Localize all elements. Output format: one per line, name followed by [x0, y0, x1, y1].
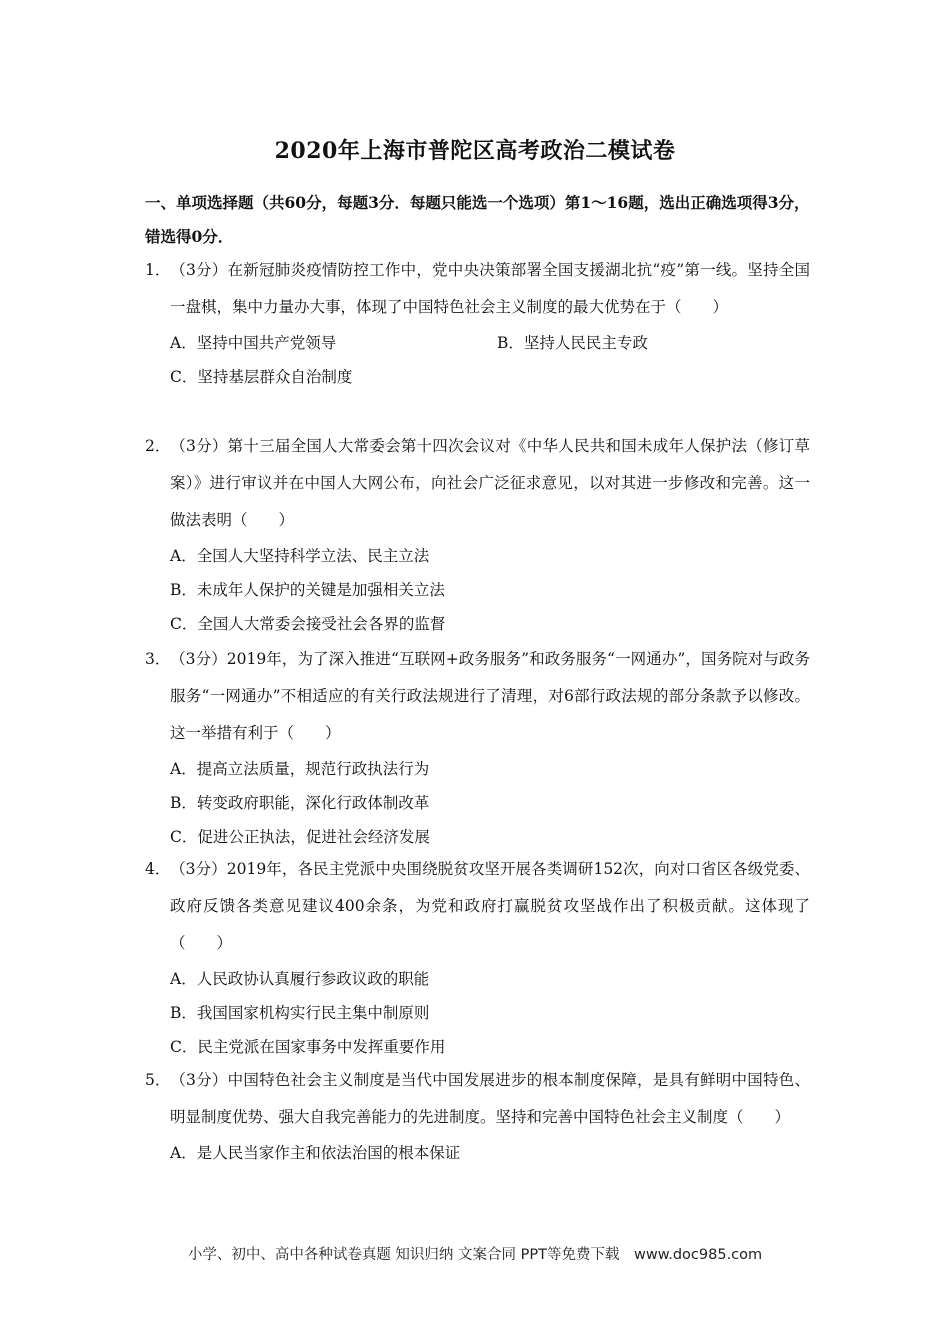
option-c: C．全国人大常委会接受社会各界的监督 — [170, 615, 446, 633]
question-number: 4． — [145, 860, 171, 878]
exam-title: 2020年上海市普陀区高考政治二模试卷 — [274, 138, 676, 164]
question-stem: （3分）在新冠肺炎疫情防控工作中，党中央决策部署全国支援湖北抗“疫”第一线。坚持全国一盘棋，集中力量办大事，体现了中国特色社会主义制度的最大优势在于（ ） — [170, 261, 810, 316]
option-b: B．未成年人保护的关键是加强相关立法 — [170, 581, 445, 599]
question-1 — [145, 252, 810, 394]
question-number: 2． — [145, 437, 171, 455]
question-stem: （3分）中国特色社会主义制度是当代中国发展进步的根本制度保障，是具有鲜明中国特色、明显制度优势、强大自我完善能力的先进制度。坚持和完善中国特色社会主义制度（ ） — [170, 1071, 810, 1126]
question-stem: （3分）2019年，为了深入推进“互联网+政务服务”和政务服务“一网通办”，国务院对与政务服务“一网通办”不相适应的有关行政法规进行了清理，对6部行政法规的部分条款予以修改。这一举措有利于（ ） — [170, 650, 810, 742]
option-c: C．民主党派在国家事务中发挥重要作用 — [170, 1038, 446, 1056]
question-stem: （3分）第十三届全国人大常委会第十四次会议对《中华人民共和国未成年人保护法（修订草案）》进行审议并在中国人大网公布，向社会广泛征求意见，以对其进一步修改和完善。这一做法表明（ ） — [170, 437, 810, 529]
question-4 — [145, 851, 810, 1064]
question-5 — [145, 1062, 810, 1170]
option-a: A．提高立法质量，规范行政执法行为 — [170, 760, 430, 778]
option-b: B．转变政府职能，深化行政体制改革 — [170, 794, 430, 812]
option-a: A．人民政协认真履行参政议政的职能 — [170, 970, 430, 988]
question-number: 3． — [145, 650, 171, 668]
question-3 — [145, 641, 810, 854]
option-b: B．坚持人民民主专政 — [497, 334, 648, 352]
option-c: C．促进公正执法，促进社会经济发展 — [170, 828, 430, 846]
question-number: 5． — [145, 1071, 171, 1089]
question-2 — [145, 428, 810, 641]
question-number: 1． — [145, 261, 171, 279]
page-footer: 小学、初中、高中各种试卷真题 知识归纳 文案合同 PPT等免费下载 www.doc985.com — [187, 1247, 763, 1263]
option-a: A．坚持中国共产党领导 — [170, 334, 337, 352]
option-b: B．我国国家机构实行民主集中制原则 — [170, 1004, 430, 1022]
question-stem: （3分）2019年，各民主党派中央围绕脱贫攻坚开展各类调研152次，向对口省区各级党委、政府反馈各类意见建议400余条，为党和政府打赢脱贫攻坚战作出了积极贡献。这体现了（ ） — [170, 860, 810, 952]
option-a: A．是人民当家作主和依法治国的根本保证 — [170, 1144, 461, 1162]
section-heading: 一、单项选择题（共60分，每题3分．每题只能选一个选项）第1～16题，选出正确选项得3分，错选得0分． — [145, 193, 810, 246]
option-c: C．坚持基层群众自治制度 — [170, 368, 353, 386]
option-a: A．全国人大坚持科学立法、民主立法 — [170, 547, 430, 565]
